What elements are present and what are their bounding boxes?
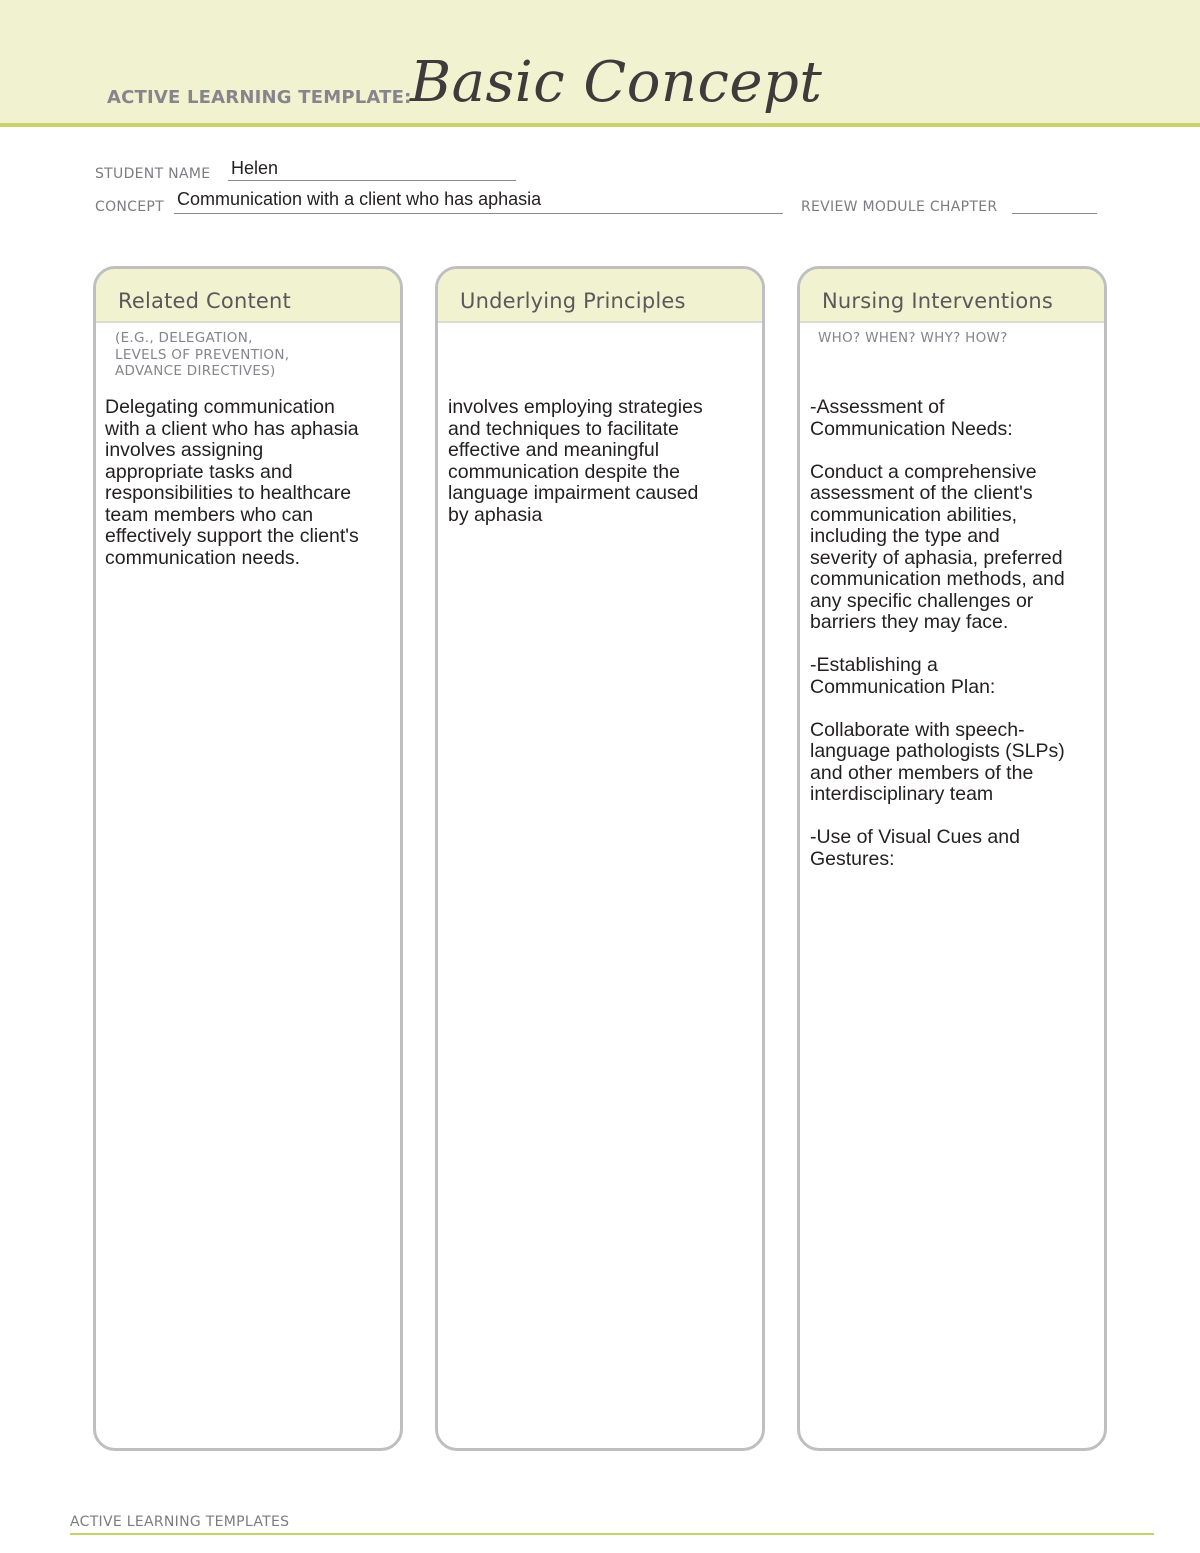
nursing-interventions-title: Nursing Interventions [822, 289, 1054, 313]
related-content-subtitle: (E.G., DELEGATION, LEVELS OF PREVENTION, ADVANCE DIRECTIVES) [115, 330, 290, 379]
concept-label: CONCEPT [95, 199, 164, 215]
underlying-principles-panel [435, 266, 765, 1451]
student-name-line [228, 180, 516, 181]
footer-label: ACTIVE LEARNING TEMPLATES [70, 1514, 290, 1530]
footer-rule [70, 1533, 1154, 1535]
underlying-principles-title: Underlying Principles [460, 289, 686, 313]
header-rule [0, 123, 1200, 127]
student-name-label: STUDENT NAME [95, 166, 211, 182]
nursing-interventions-panel [797, 266, 1107, 1451]
related-content-title: Related Content [118, 289, 291, 313]
concept-line [174, 213, 783, 214]
nursing-interventions-body[interactable]: -Assessment of Communication Needs: Conduct a comprehensive assessment of the client's communication abilities, including the type and severity of aphasia, preferred communication methods, and any specific challenges or barriers they may face. -Establishing a Communication Plan: Collaborate with speech- language pathologists (SLPs) and other members of the interdisciplinary team -Use of Visual Cues and Gestures: [810, 396, 1065, 870]
related-content-panel [93, 266, 403, 1451]
template-label: ACTIVE LEARNING TEMPLATE: [107, 87, 412, 108]
related-content-body[interactable]: Delegating communication with a client who has aphasia involves assigning appropriate tasks and responsibilities to healthcare team members who can effectively support the client's communication needs. [105, 396, 359, 569]
underlying-principles-body[interactable]: involves employing strategies and techniques to facilitate effective and meaningful communication despite the language impairment caused by aphasia [448, 396, 703, 526]
template-title: Basic Concept [410, 50, 823, 115]
review-module-label: REVIEW MODULE CHAPTER [801, 199, 998, 215]
concept-value[interactable]: Communication with a client who has aphasia [177, 189, 542, 209]
nursing-interventions-subtitle: WHO? WHEN? WHY? HOW? [818, 330, 1008, 346]
student-name-value[interactable]: Helen [231, 158, 279, 178]
review-module-line[interactable] [1012, 213, 1097, 214]
